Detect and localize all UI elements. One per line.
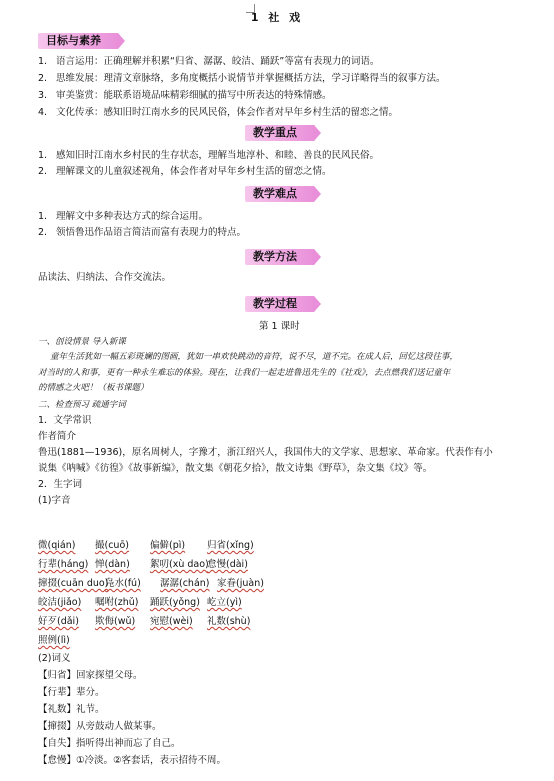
author-line-2: 说集《呐喊》《彷徨》《故事新编》，散文集《朝花夕拾》，散文诗集《野草》，杂文集《坟》等。: [38, 463, 433, 474]
section-header-goals: [38, 33, 119, 49]
key-point-item: 理解课文的儿童叙述视角，体会作者对早年乡村生活的留恋之情。: [56, 166, 332, 177]
definition-item: 【礼数】礼节。: [38, 704, 105, 715]
pronunciation-word: 家眷(juàn): [217, 578, 264, 589]
pronunciation-word: 怠慢(dài): [207, 559, 248, 570]
intro-paragraph-line-3: 的情感之火吧！（板书课题）: [38, 383, 149, 393]
author-line-1: 鲁迅(1881—1936)，原名周树人，字豫才，浙江绍兴人，我国伟大的文学家、思想家、革命家。代表作有小: [38, 447, 493, 458]
goal-item: 语言运用：正确理解并积累“归省、潺潺、皎洁、踊跃”等富有表现力的词语。: [56, 56, 380, 67]
pronunciation-word: 潺潺(chán): [160, 578, 210, 589]
header-arrow-icon: [314, 125, 321, 141]
pronunciation-word: 欺侮(wǔ): [95, 616, 136, 627]
key-point-number: 2.: [38, 166, 48, 177]
pronunciation-word: 嘱咐(zhǔ): [95, 597, 139, 608]
words-heading: 2．生字词: [38, 479, 83, 490]
goal-number: 1.: [38, 56, 48, 67]
pronunciation-word: 惮(dàn): [95, 559, 130, 570]
pronunciation-word: 照例(lì): [38, 635, 70, 646]
pronunciation-word: 偏僻(pì): [150, 540, 186, 551]
pronunciation-word: 凫水(fú): [105, 578, 141, 589]
key-point-number: 1.: [38, 150, 48, 161]
definition-item: 【行辈】辈分。: [38, 687, 105, 698]
pronunciation-word: 好歹(dǎi): [38, 616, 79, 627]
intro-paragraph-line-1: 童年生活犹如一幅五彩斑斓的图画，犹如一串欢快跳动的音符，说不尽，道不完。在成人后，回忆这段往事，: [50, 352, 459, 362]
definition-item: 【撺掇】从旁鼓动人做某事。: [38, 721, 162, 732]
difficult-point-number: 1.: [38, 211, 48, 222]
intro-paragraph-line-2: 对当时的人和事，更有一种永生难忘的体验。现在，让我们一起走进鲁迅先生的《社戏》，去点燃我们送记童年: [38, 368, 451, 378]
definition-item: 【归省】回家探望父母。: [38, 670, 143, 681]
goal-number: 4.: [38, 107, 48, 118]
goal-item: 思维发展：理清文章脉络，多角度概括小说情节并掌握概括方法，学习详略得当的叙事方法。: [56, 73, 446, 84]
definition-item: 【自失】指听得出神而忘了自己。: [38, 738, 181, 749]
goal-number: 3.: [38, 90, 48, 101]
definition-item: 【怠慢】①冷淡。②客套话，表示招待不周。: [38, 755, 227, 766]
pronunciation-word: 絮叨(xù dao): [150, 559, 209, 570]
pronunciation-heading: (1)字音: [38, 495, 71, 506]
pronunciation-word: 踊跃(yǒng): [150, 597, 200, 608]
pronunciation-word: 微(qián): [38, 540, 76, 551]
difficult-point-item: 领悟鲁迅作品语言简洁而富有表现力的特点。: [56, 227, 247, 238]
section-header-method: [245, 249, 315, 265]
section-header-process: [245, 296, 315, 312]
page-title: 1 社 戏: [250, 11, 304, 24]
section-header-method-label: 教学方法: [253, 250, 297, 263]
definitions-heading: (2)词义: [38, 653, 71, 664]
section-header-goals-label: 目标与素养: [46, 34, 101, 47]
section-header-process-label: 教学过程: [253, 297, 297, 310]
goal-number: 2.: [38, 73, 48, 84]
difficult-point-number: 2.: [38, 227, 48, 238]
key-point-item: 感知旧时江南水乡村民的生存状态，理解当地淳朴、和睦、善良的民风民俗。: [56, 150, 380, 161]
difficult-point-item: 理解文中多种表达方式的综合运用。: [56, 211, 209, 222]
pronunciation-word: 宛慰(wèi): [150, 616, 193, 627]
goal-item: 审美鉴赏：能联系语境品味精彩细腻的描写中所表达的特殊情感。: [56, 90, 332, 101]
header-arrow-icon: [314, 186, 321, 202]
goal-item: 文化传承：感知旧时江南水乡的民风民俗，体会作者对早年乡村生活的留恋之情。: [56, 107, 399, 118]
pronunciation-word: 礼数(shù): [207, 616, 251, 627]
literature-heading: 1．文学常识: [38, 415, 92, 426]
period-label: 第 1 课时: [259, 321, 300, 332]
header-arrow-icon: [314, 249, 321, 265]
header-arrow-icon: [314, 296, 321, 312]
method-text: 品读法、归纳法、合作交流法。: [38, 272, 172, 283]
step-2-heading: 二、检查预习 疏通字词: [38, 400, 126, 410]
pronunciation-word: 撮(cuō): [95, 540, 129, 551]
author-heading: 作者简介: [38, 431, 77, 442]
header-arrow-icon: [118, 33, 125, 49]
pronunciation-word: 撺掇(cuān duo): [38, 578, 109, 589]
pronunciation-word: 屹立(yì): [207, 597, 242, 608]
pronunciation-word: 归省(xǐng): [207, 540, 254, 551]
section-header-key-label: 教学重点: [253, 126, 297, 139]
section-header-difficult-points: [245, 186, 315, 202]
step-1-heading: 一、创设情景 导入新课: [38, 337, 126, 347]
pronunciation-word: 行辈(háng): [38, 559, 89, 570]
section-header-difficult-label: 教学难点: [253, 187, 297, 200]
section-header-key-points: [245, 125, 315, 141]
pronunciation-word: 皎洁(jiǎo): [38, 597, 82, 608]
